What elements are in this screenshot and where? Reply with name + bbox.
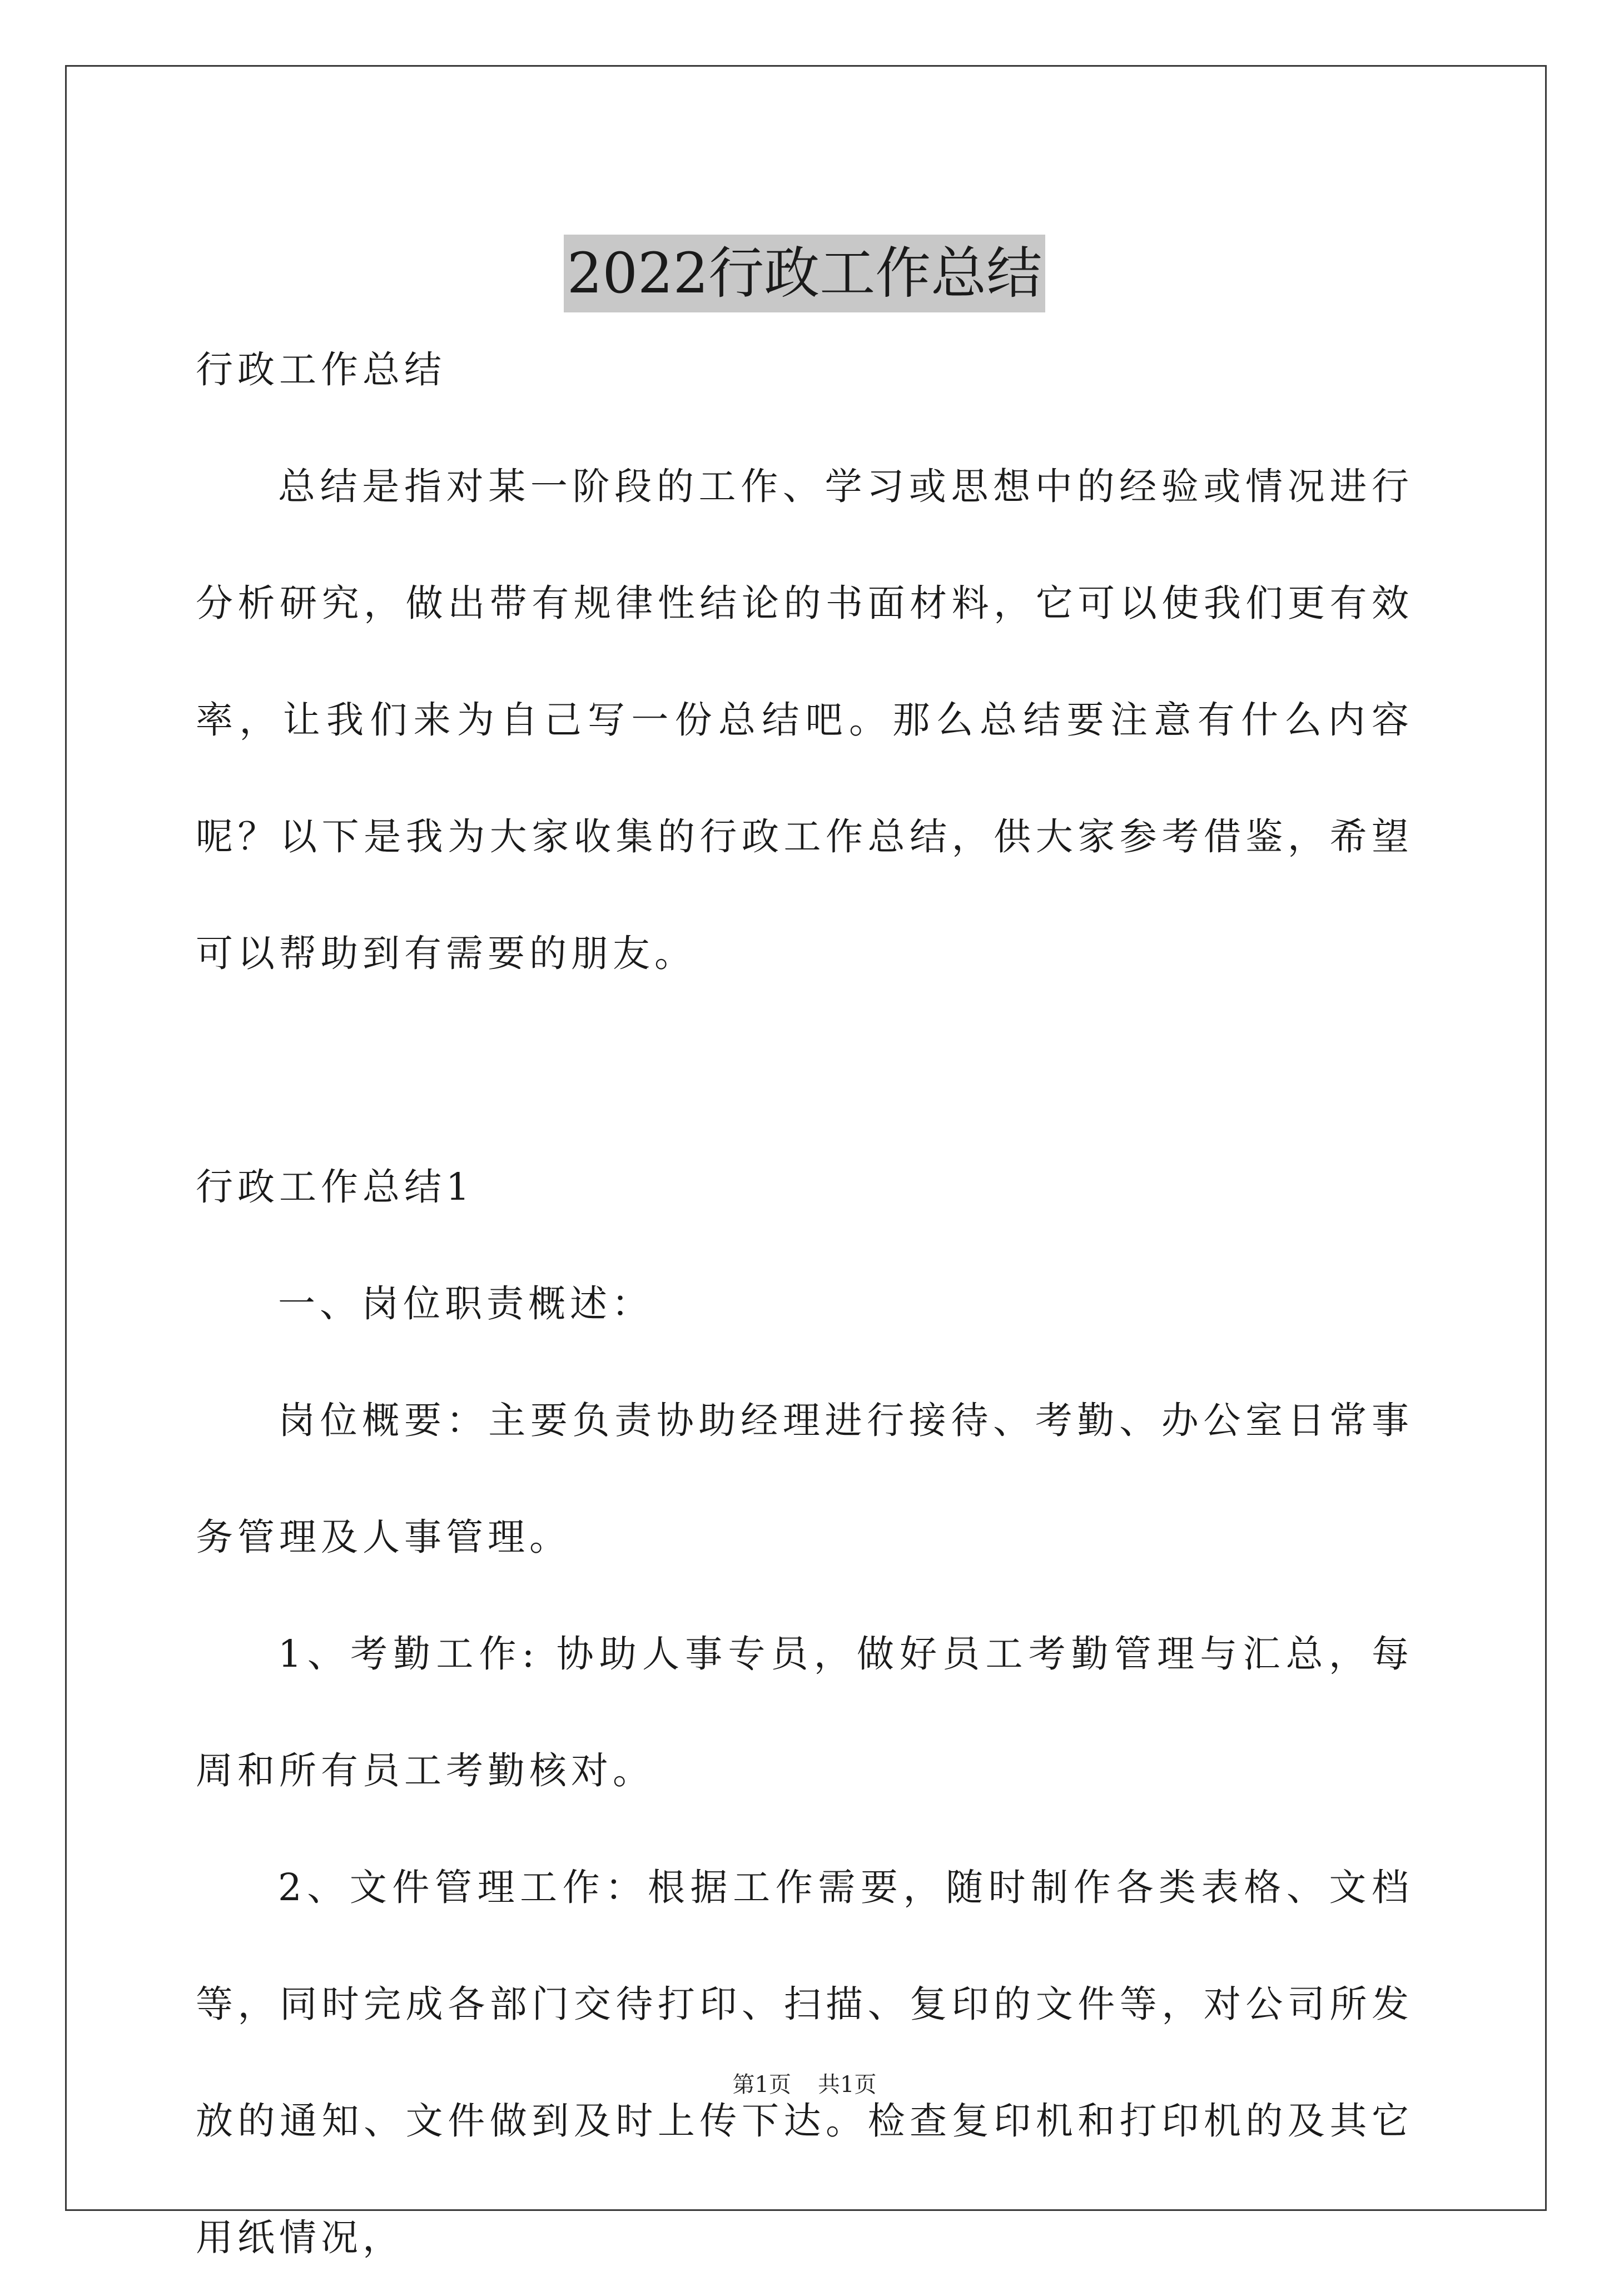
document-body	[196, 311, 1413, 2296]
blank-line	[196, 1012, 1413, 1129]
heading-paragraph[interactable]: 行政工作总结	[196, 348, 446, 391]
current-page-number: 第1页	[732, 2072, 791, 2098]
page-footer	[0, 2068, 1609, 2101]
body-paragraph[interactable]: 岗位概要：主要负责协助经理进行接待、考勤、办公室日常事务管理及人事管理。	[196, 1399, 1413, 1559]
subsection-heading[interactable]: 一、岗位职责概述：	[278, 1282, 653, 1325]
section-heading[interactable]: 行政工作总结1	[196, 1165, 474, 1209]
total-page-count: 共1页	[818, 2072, 877, 2098]
body-paragraph[interactable]: 1、考勤工作: 协助人事专员，做好员工考勤管理与汇总，每周和所有员工考勤核对。	[196, 1632, 1413, 1792]
document-title[interactable]: 2022行政工作总结	[564, 235, 1046, 312]
body-paragraph[interactable]: 2、文件管理工作：根据工作需要，随时制作各类表格、文档等，同时完成各部门交待打印、扫描、复印的文件等，对公司所发放的通知、文件做到及时上传下达。检查复印机和打印机的及其它用纸情况，	[196, 1866, 1413, 2259]
intro-paragraph[interactable]: 总结是指对某一阶段的工作、学习或思想中的经验或情况进行分析研究，做出带有规律性结论的书面材料，它可以使我们更有效率，让我们来为自己写一份总结吧。那么总结要注意有什么内容呢？以下是我为大家收集的行政工作总结，供大家参考借鉴，希望可以帮助到有需要的朋友。	[196, 465, 1413, 975]
